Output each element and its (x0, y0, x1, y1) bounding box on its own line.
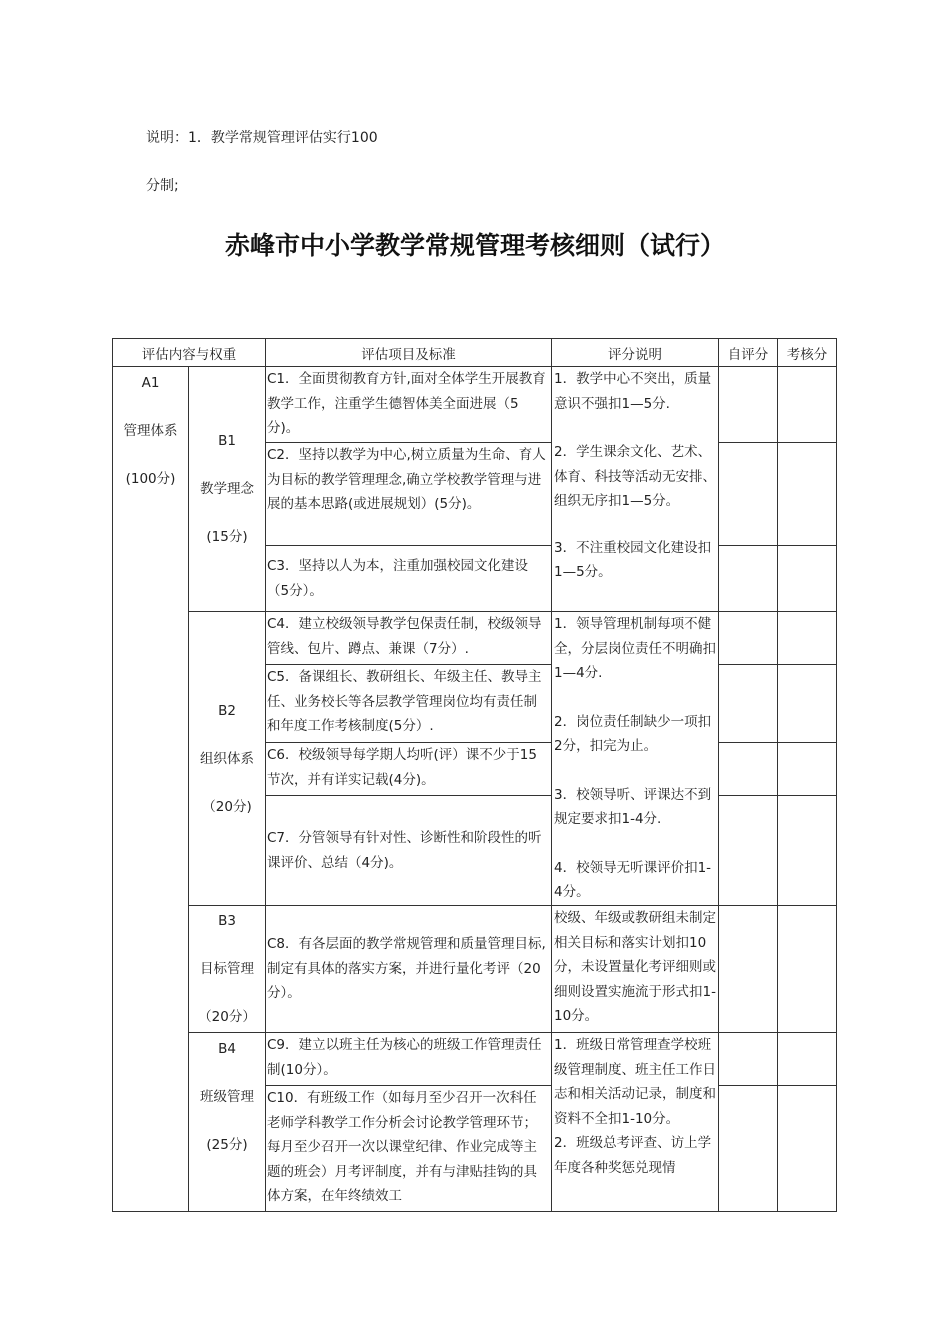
item-c8: C8．有各层面的教学常规管理和质量管理目标,制定有具体的落实方案，并进行量化考评（20分）。 (266, 906, 552, 1033)
assess-score-c2[interactable] (778, 443, 837, 546)
self-score-c10[interactable] (719, 1086, 778, 1212)
table-row (113, 612, 837, 665)
note-line-1: 说明：1．教学常规管理评估实行100 (146, 130, 378, 146)
header-items-standards: 评估项目及标准 (266, 339, 552, 367)
assess-score-c10[interactable] (778, 1086, 837, 1212)
b2-weight: （20分) (202, 798, 252, 815)
scoring-b2-4: 4．校领导无听课评价扣1-4分。 (554, 859, 712, 900)
self-score-c6[interactable] (719, 743, 778, 796)
self-score-c2[interactable] (719, 443, 778, 546)
self-score-c9[interactable] (719, 1033, 778, 1086)
b2-code: B2 (218, 702, 236, 719)
b3-weight: （20分） (198, 1009, 256, 1025)
item-c6: C6．校级领导每学期人均听(评）课不少于15节次，并有详实记载(4分)。 (266, 743, 552, 796)
b3-cell (189, 906, 266, 1033)
self-score-c5[interactable] (719, 665, 778, 743)
item-c9: C9．建立以班主任为核心的班级工作管理责任制(10分）。 (266, 1033, 552, 1086)
self-score-c3[interactable] (719, 546, 778, 612)
b4-weight: (25分) (206, 1137, 248, 1153)
b2-cell (189, 612, 266, 906)
scoring-b1 (552, 367, 719, 612)
assess-score-c9[interactable] (778, 1033, 837, 1086)
b3-name: 目标管理 (200, 961, 254, 977)
table-row (113, 1033, 837, 1086)
a1-name: 管理体系 (123, 423, 178, 439)
table-row (113, 367, 837, 443)
b2-name: 组织体系 (200, 750, 254, 767)
table-row (113, 906, 837, 1033)
self-score-c1[interactable] (719, 367, 778, 443)
item-c4: C4．建立校级领导教学包保责任制，校级领导管线、包片、蹲点、兼课（7分）. (266, 612, 552, 665)
table-header-row (113, 339, 837, 367)
scoring-b4-1: 1．班级日常管理查学校班级管理制度、班主任工作日志和相关活动记录，制度和资料不全扣1-10分。 (554, 1037, 716, 1127)
header-self-score: 自评分 (719, 339, 778, 367)
a1-cell (113, 367, 189, 1212)
b1-code: B1 (218, 433, 236, 449)
assess-score-c7[interactable] (778, 796, 837, 906)
b3-code: B3 (218, 913, 236, 929)
a1-weight: (100分) (125, 471, 176, 487)
self-score-c8[interactable] (719, 906, 778, 1033)
scoring-b2 (552, 612, 719, 906)
b4-name: 班级管理 (200, 1089, 254, 1105)
assess-score-c4[interactable] (778, 612, 837, 665)
document-title: 赤峰市中小学教学常规管理考核细则（试行） (224, 231, 725, 260)
note-line-2: 分制; (146, 178, 179, 194)
assessment-table (112, 338, 837, 1212)
self-score-c4[interactable] (719, 612, 778, 665)
scoring-b1-3: 3．不注重校园文化建设扣1—5分。 (554, 539, 712, 580)
item-c1: C1．全面贯彻教育方针,面对全体学生开展教育教学工作，注重学生德智体美全面进展（5分)。 (266, 367, 552, 443)
assess-score-c6[interactable] (778, 743, 837, 796)
assess-score-c1[interactable] (778, 367, 837, 443)
b1-name: 教学理念 (200, 481, 254, 497)
scoring-b4 (552, 1033, 719, 1212)
self-score-c7[interactable] (719, 796, 778, 906)
assess-score-c5[interactable] (778, 665, 837, 743)
scoring-b1-2: 2．学生课余文化、艺术、体育、科技等活动无安排、组织无序扣1—5分。 (554, 444, 716, 509)
item-c3: C3．坚持以人为本，注重加强校园文化建设（5分）。 (266, 546, 552, 612)
a1-code: A1 (141, 375, 160, 391)
b4-cell (189, 1033, 266, 1212)
assess-score-c3[interactable] (778, 546, 837, 612)
scoring-b2-1: 1．领导管理机制每项不健全，分层岗位责任不明确扣1—4分. (554, 616, 716, 681)
item-c5: C5．备课组长、教研组长、年级主任、教导主任、业务校长等各层教学管理岗位均有责任制和年度工作考核制度(5分）. (266, 665, 552, 743)
b1-cell (189, 367, 266, 612)
item-c2: C2．坚持以教学为中心,树立质量为生命、育人为目标的教学管理理念,确立学校教学管理与进展的基本思路(或进展规划）(5分)。 (266, 443, 552, 546)
header-assessment-score: 考核分 (778, 339, 837, 367)
assess-score-c8[interactable] (778, 906, 837, 1033)
scoring-b4-2: 2．班级总考评查、访上学年度各种奖惩兑现情 (554, 1135, 712, 1176)
b4-code: B4 (218, 1041, 236, 1057)
item-c7: C7．分管领导有针对性、诊断性和阶段性的听课评价、总结（4分)。 (266, 796, 552, 906)
scoring-b3: 校级、年级或教研组未制定相关目标和落实计划扣10分，未设置量化考评细则或细则设置实施流于形式扣1-10分。 (552, 906, 719, 1033)
header-scoring-notes: 评分说明 (552, 339, 719, 367)
scoring-b2-3: 3．校领导听、评课达不到规定要求扣1-4分. (554, 786, 712, 827)
b1-weight: (15分) (206, 529, 248, 545)
header-content-weight: 评估内容与权重 (113, 339, 266, 367)
item-c10: C10．有班级工作（如每月至少召开一次科任老师学科教学工作分析会讨论教学管理环节；每月至少召开一次以课堂纪律、作业完成等主题的班会）月考评制度，并有与津贴挂钩的具体方案，在年终绩效工 (266, 1086, 552, 1212)
scoring-b1-1: 1．教学中心不突出，质量意识不强扣1—5分. (554, 371, 712, 412)
scoring-b2-2: 2．岗位责任制缺少一项扣2分，扣完为止。 (554, 713, 712, 754)
